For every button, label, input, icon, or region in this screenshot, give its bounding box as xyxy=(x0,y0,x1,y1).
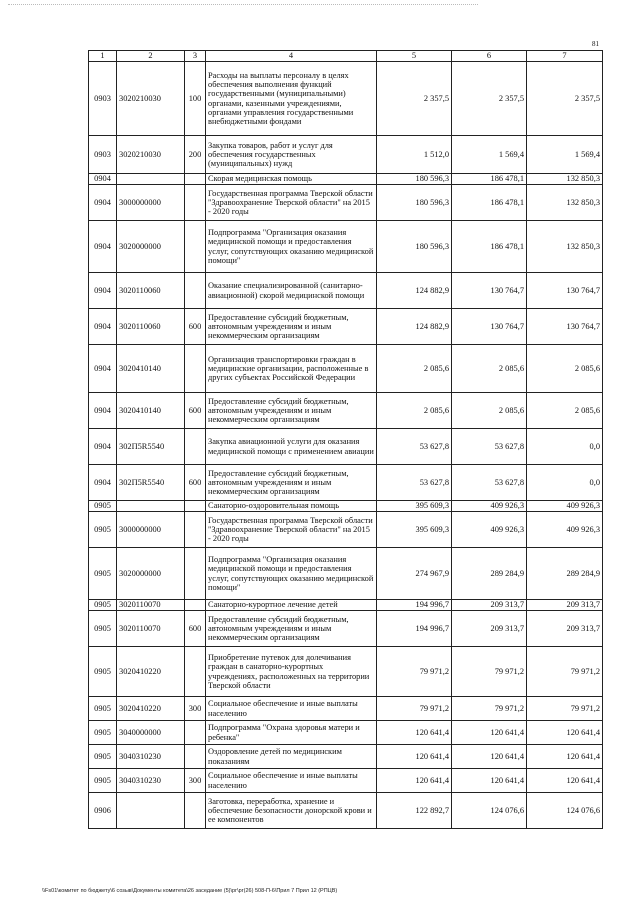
expense-type-cell xyxy=(185,429,206,465)
section-code-cell: 0905 xyxy=(89,512,117,548)
amount-year-1-cell: 2 357,5 xyxy=(377,62,452,136)
expense-type-cell xyxy=(185,185,206,221)
amount-year-1-cell: 120 641,4 xyxy=(377,745,452,769)
amount-year-1-cell: 180 596,3 xyxy=(377,174,452,185)
item-name-cell: Оказание специализированной (санитарно-авиационной) скорой медицинской помощи xyxy=(206,273,377,309)
amount-year-3-cell: 2 085,6 xyxy=(527,393,603,429)
amount-year-1-cell: 194 996,7 xyxy=(377,600,452,611)
section-code-cell: 0905 xyxy=(89,769,117,793)
table-row xyxy=(89,548,603,600)
section-code-cell: 0905 xyxy=(89,647,117,697)
section-code-cell: 0905 xyxy=(89,697,117,721)
amount-year-2-cell: 79 971,2 xyxy=(452,647,527,697)
section-code-cell: 0904 xyxy=(89,429,117,465)
target-code-cell: 3020210030 xyxy=(117,62,185,136)
item-name-cell: Закупка авиационной услуги для оказания медицинской помощи с применением авиации xyxy=(206,429,377,465)
target-code-cell: 3020000000 xyxy=(117,548,185,600)
amount-year-1-cell: 122 892,7 xyxy=(377,793,452,829)
target-code-cell: 3000000000 xyxy=(117,185,185,221)
target-code-cell: 3020110070 xyxy=(117,611,185,647)
expense-type-cell: 600 xyxy=(185,611,206,647)
amount-year-2-cell: 120 641,4 xyxy=(452,745,527,769)
table-row xyxy=(89,174,603,185)
amount-year-3-cell: 209 313,7 xyxy=(527,611,603,647)
table-row xyxy=(89,465,603,501)
table-row xyxy=(89,345,603,393)
header-cell: 7 xyxy=(527,51,603,62)
item-name-cell: Предоставление субсидий бюджетным, автономным учреждениям и иным некоммерческим организациям xyxy=(206,611,377,647)
amount-year-2-cell: 209 313,7 xyxy=(452,600,527,611)
amount-year-3-cell: 79 971,2 xyxy=(527,697,603,721)
table-row xyxy=(89,309,603,345)
table-row xyxy=(89,136,603,174)
item-name-cell: Государственная программа Тверской области "Здравоохранение Тверской области" на 2015 - 2020 годы xyxy=(206,512,377,548)
expense-type-cell xyxy=(185,793,206,829)
target-code-cell: 3020000000 xyxy=(117,221,185,273)
expense-type-cell xyxy=(185,600,206,611)
item-name-cell: Подпрограмма "Охрана здоровья матери и ребенка" xyxy=(206,721,377,745)
target-code-cell: 3020410140 xyxy=(117,345,185,393)
table-row xyxy=(89,429,603,465)
amount-year-2-cell: 120 641,4 xyxy=(452,721,527,745)
amount-year-2-cell: 130 764,7 xyxy=(452,273,527,309)
table-row xyxy=(89,501,603,512)
amount-year-3-cell: 120 641,4 xyxy=(527,769,603,793)
target-code-cell: 3040310230 xyxy=(117,769,185,793)
amount-year-2-cell: 120 641,4 xyxy=(452,769,527,793)
table-row xyxy=(89,600,603,611)
target-code-cell: 3000000000 xyxy=(117,512,185,548)
amount-year-1-cell: 1 512,0 xyxy=(377,136,452,174)
amount-year-2-cell: 186 478,1 xyxy=(452,221,527,273)
section-code-cell: 0905 xyxy=(89,501,117,512)
amount-year-3-cell: 1 569,4 xyxy=(527,136,603,174)
amount-year-1-cell: 124 882,9 xyxy=(377,309,452,345)
amount-year-2-cell: 186 478,1 xyxy=(452,185,527,221)
page-number: 81 xyxy=(592,40,599,48)
expense-type-cell xyxy=(185,512,206,548)
amount-year-3-cell: 0,0 xyxy=(527,429,603,465)
section-code-cell: 0905 xyxy=(89,600,117,611)
amount-year-1-cell: 79 971,2 xyxy=(377,647,452,697)
expense-type-cell xyxy=(185,721,206,745)
amount-year-3-cell: 132 850,3 xyxy=(527,221,603,273)
target-code-cell: 3020210030 xyxy=(117,136,185,174)
table-row xyxy=(89,185,603,221)
amount-year-2-cell: 53 627,8 xyxy=(452,465,527,501)
item-name-cell: Санаторно-курортное лечение детей xyxy=(206,600,377,611)
amount-year-1-cell: 53 627,8 xyxy=(377,465,452,501)
section-code-cell: 0904 xyxy=(89,309,117,345)
expense-type-cell xyxy=(185,548,206,600)
amount-year-3-cell: 2 085,6 xyxy=(527,345,603,393)
section-code-cell: 0904 xyxy=(89,174,117,185)
target-code-cell: 3020110060 xyxy=(117,273,185,309)
amount-year-1-cell: 124 882,9 xyxy=(377,273,452,309)
section-code-cell: 0905 xyxy=(89,721,117,745)
amount-year-2-cell: 209 313,7 xyxy=(452,611,527,647)
expense-type-cell: 200 xyxy=(185,136,206,174)
target-code-cell xyxy=(117,793,185,829)
amount-year-2-cell: 409 926,3 xyxy=(452,501,527,512)
amount-year-2-cell: 2 085,6 xyxy=(452,393,527,429)
header-cell: 1 xyxy=(89,51,117,62)
section-code-cell: 0904 xyxy=(89,393,117,429)
section-code-cell: 0905 xyxy=(89,611,117,647)
item-name-cell: Подпрограмма "Организация оказания медицинской помощи и предоставления услуг, сопутствующих оказанию медицинской помощи" xyxy=(206,548,377,600)
header-cell: 6 xyxy=(452,51,527,62)
item-name-cell: Организация транспортировки граждан в медицинские организации, расположенные в других субъектах Российской Федерации xyxy=(206,345,377,393)
item-name-cell: Оздоровление детей по медицинским показаниям xyxy=(206,745,377,769)
item-name-cell: Подпрограмма "Организация оказания медицинской помощи и предоставления услуг, сопутствующих оказанию медицинской помощи" xyxy=(206,221,377,273)
amount-year-1-cell: 194 996,7 xyxy=(377,611,452,647)
item-name-cell: Расходы на выплаты персоналу в целях обеспечения выполнения функций государственными (муниципальными) органами, казенными учреждениями, органами управления государственными внебюджетными фондами xyxy=(206,62,377,136)
amount-year-3-cell: 289 284,9 xyxy=(527,548,603,600)
amount-year-3-cell: 0,0 xyxy=(527,465,603,501)
section-code-cell: 0904 xyxy=(89,273,117,309)
section-code-cell: 0905 xyxy=(89,548,117,600)
table-row xyxy=(89,697,603,721)
table-row xyxy=(89,793,603,829)
item-name-cell: Приобретение путевок для долечивания граждан в санаторно-курортных учреждениях, расположенных на территории Тверской области xyxy=(206,647,377,697)
amount-year-3-cell: 124 076,6 xyxy=(527,793,603,829)
table-row xyxy=(89,745,603,769)
amount-year-1-cell: 79 971,2 xyxy=(377,697,452,721)
table-row xyxy=(89,393,603,429)
table-body xyxy=(89,62,603,829)
expense-type-cell xyxy=(185,647,206,697)
amount-year-2-cell: 186 478,1 xyxy=(452,174,527,185)
amount-year-1-cell: 53 627,8 xyxy=(377,429,452,465)
amount-year-3-cell: 409 926,3 xyxy=(527,501,603,512)
amount-year-1-cell: 2 085,6 xyxy=(377,345,452,393)
table-header-row xyxy=(89,51,603,62)
amount-year-2-cell: 1 569,4 xyxy=(452,136,527,174)
expense-type-cell xyxy=(185,501,206,512)
amount-year-2-cell: 79 971,2 xyxy=(452,697,527,721)
amount-year-1-cell: 120 641,4 xyxy=(377,769,452,793)
budget-table xyxy=(88,50,603,829)
amount-year-1-cell: 180 596,3 xyxy=(377,221,452,273)
expense-type-cell: 600 xyxy=(185,309,206,345)
target-code-cell xyxy=(117,174,185,185)
amount-year-3-cell: 130 764,7 xyxy=(527,273,603,309)
amount-year-3-cell: 209 313,7 xyxy=(527,600,603,611)
amount-year-2-cell: 130 764,7 xyxy=(452,309,527,345)
item-name-cell: Скорая медицинская помощь xyxy=(206,174,377,185)
amount-year-3-cell: 130 764,7 xyxy=(527,309,603,345)
item-name-cell: Предоставление субсидий бюджетным, автономным учреждениям и иным некоммерческим организациям xyxy=(206,309,377,345)
amount-year-1-cell: 180 596,3 xyxy=(377,185,452,221)
expense-type-cell: 300 xyxy=(185,697,206,721)
scan-top-rule xyxy=(8,4,478,5)
amount-year-3-cell: 132 850,3 xyxy=(527,185,603,221)
amount-year-3-cell: 132 850,3 xyxy=(527,174,603,185)
target-code-cell: 302П5R5540 xyxy=(117,429,185,465)
footer-file-path: \\Fs01\комитет по бюджету\6 созыв\Документы комитета\26 заседание (5)\рг\рг(26) 508-П-6\Прил 7 Прил 12 (РПЦВ) xyxy=(42,888,338,894)
section-code-cell: 0904 xyxy=(89,345,117,393)
target-code-cell: 3040310230 xyxy=(117,745,185,769)
target-code-cell: 3020410140 xyxy=(117,393,185,429)
section-code-cell: 0903 xyxy=(89,136,117,174)
table-row xyxy=(89,721,603,745)
item-name-cell: Предоставление субсидий бюджетным, автономным учреждениям и иным некоммерческим организациям xyxy=(206,465,377,501)
target-code-cell: 3020410220 xyxy=(117,697,185,721)
amount-year-3-cell: 120 641,4 xyxy=(527,721,603,745)
amount-year-1-cell: 274 967,9 xyxy=(377,548,452,600)
amount-year-1-cell: 2 085,6 xyxy=(377,393,452,429)
amount-year-2-cell: 2 357,5 xyxy=(452,62,527,136)
amount-year-3-cell: 2 357,5 xyxy=(527,62,603,136)
expense-type-cell: 100 xyxy=(185,62,206,136)
amount-year-2-cell: 2 085,6 xyxy=(452,345,527,393)
header-cell: 4 xyxy=(206,51,377,62)
expense-type-cell xyxy=(185,174,206,185)
section-code-cell: 0904 xyxy=(89,185,117,221)
section-code-cell: 0904 xyxy=(89,221,117,273)
item-name-cell: Закупка товаров, работ и услуг для обеспечения государственных (муниципальных) нужд xyxy=(206,136,377,174)
amount-year-1-cell: 395 609,3 xyxy=(377,501,452,512)
section-code-cell: 0906 xyxy=(89,793,117,829)
expense-type-cell xyxy=(185,273,206,309)
expense-type-cell xyxy=(185,221,206,273)
amount-year-2-cell: 124 076,6 xyxy=(452,793,527,829)
expense-type-cell xyxy=(185,745,206,769)
expense-type-cell xyxy=(185,345,206,393)
item-name-cell: Санаторно-оздоровительная помощь xyxy=(206,501,377,512)
amount-year-1-cell: 395 609,3 xyxy=(377,512,452,548)
expense-type-cell: 600 xyxy=(185,393,206,429)
section-code-cell: 0904 xyxy=(89,465,117,501)
target-code-cell: 302П5R5540 xyxy=(117,465,185,501)
amount-year-2-cell: 289 284,9 xyxy=(452,548,527,600)
item-name-cell: Социальное обеспечение и иные выплаты населению xyxy=(206,697,377,721)
amount-year-1-cell: 120 641,4 xyxy=(377,721,452,745)
table-row xyxy=(89,647,603,697)
table-row xyxy=(89,611,603,647)
target-code-cell: 3020110060 xyxy=(117,309,185,345)
item-name-cell: Социальное обеспечение и иные выплаты населению xyxy=(206,769,377,793)
table-row xyxy=(89,221,603,273)
amount-year-3-cell: 79 971,2 xyxy=(527,647,603,697)
table-row xyxy=(89,769,603,793)
item-name-cell: Предоставление субсидий бюджетным, автономным учреждениям и иным некоммерческим организациям xyxy=(206,393,377,429)
table-row xyxy=(89,273,603,309)
expense-type-cell: 300 xyxy=(185,769,206,793)
target-code-cell: 3020410220 xyxy=(117,647,185,697)
table-row xyxy=(89,62,603,136)
section-code-cell: 0903 xyxy=(89,62,117,136)
amount-year-3-cell: 409 926,3 xyxy=(527,512,603,548)
section-code-cell: 0905 xyxy=(89,745,117,769)
target-code-cell xyxy=(117,501,185,512)
expense-type-cell: 600 xyxy=(185,465,206,501)
amount-year-3-cell: 120 641,4 xyxy=(527,745,603,769)
header-cell: 3 xyxy=(185,51,206,62)
header-cell: 2 xyxy=(117,51,185,62)
target-code-cell: 3040000000 xyxy=(117,721,185,745)
amount-year-2-cell: 53 627,8 xyxy=(452,429,527,465)
target-code-cell: 3020110070 xyxy=(117,600,185,611)
item-name-cell: Государственная программа Тверской области "Здравоохранение Тверской области" на 2015 - 2020 годы xyxy=(206,185,377,221)
amount-year-2-cell: 409 926,3 xyxy=(452,512,527,548)
header-cell: 5 xyxy=(377,51,452,62)
table-row xyxy=(89,512,603,548)
item-name-cell: Заготовка, переработка, хранение и обеспечение безопасности донорской крови и ее компонентов xyxy=(206,793,377,829)
